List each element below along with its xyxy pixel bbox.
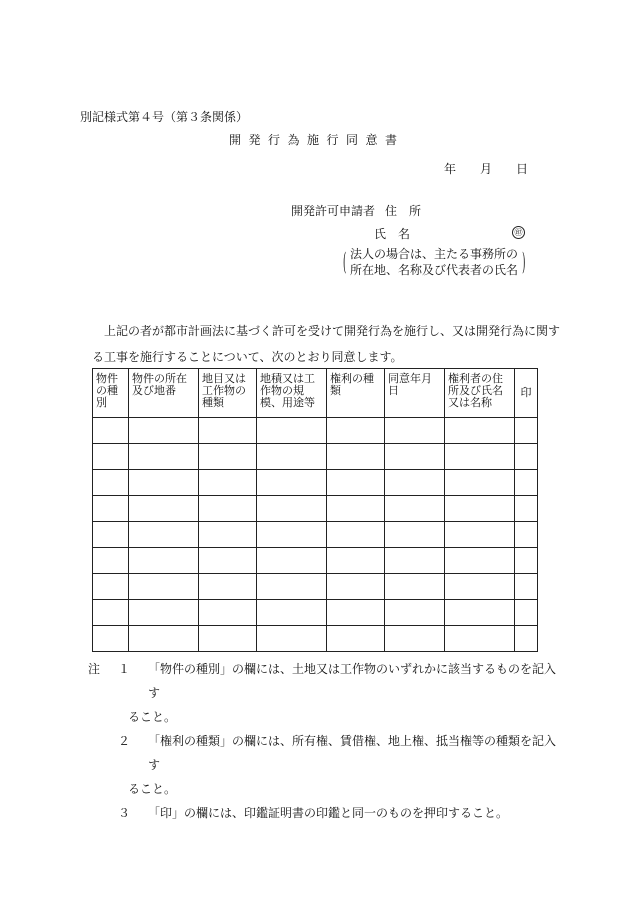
applicant-line <box>291 202 421 219</box>
table-cell[interactable] <box>445 496 515 522</box>
corporate-note-line1: 法人の場合は、主たる事務所の <box>350 247 519 261</box>
table-cell[interactable] <box>199 574 257 600</box>
table-cell[interactable] <box>385 470 445 496</box>
table-row <box>93 496 538 522</box>
table-cell[interactable] <box>385 574 445 600</box>
table-cell[interactable] <box>257 470 327 496</box>
table-row <box>93 444 538 470</box>
table-cell[interactable] <box>445 470 515 496</box>
table-cell[interactable] <box>257 626 327 652</box>
applicant-label: 開発許可申請者 <box>291 204 376 218</box>
table-cell[interactable] <box>199 522 257 548</box>
col-header-consent-date: 同意年月日 <box>385 369 445 418</box>
corporate-note <box>343 246 526 278</box>
note-item <box>88 657 558 705</box>
table-body <box>93 418 538 652</box>
table-cell[interactable] <box>257 600 327 626</box>
table-cell[interactable] <box>445 444 515 470</box>
table-cell[interactable] <box>445 626 515 652</box>
note-item <box>88 801 558 825</box>
table-row <box>93 418 538 444</box>
table-cell[interactable] <box>327 600 385 626</box>
date-month: 月 <box>480 162 493 176</box>
table-cell[interactable] <box>199 496 257 522</box>
table-cell[interactable] <box>93 444 129 470</box>
table-cell[interactable] <box>515 626 538 652</box>
seal-mark: ㊞ <box>512 226 525 239</box>
table-cell[interactable] <box>515 496 538 522</box>
table-cell[interactable] <box>199 418 257 444</box>
table-cell[interactable] <box>257 444 327 470</box>
table-cell[interactable] <box>199 444 257 470</box>
consent-table <box>92 368 538 652</box>
note-text: 「印」の欄には、印鑑証明書の印鑑と同一のものを押印すること。 <box>148 806 509 820</box>
table-cell[interactable] <box>129 548 199 574</box>
table-cell[interactable] <box>515 418 538 444</box>
address-label: 住 所 <box>385 204 422 218</box>
table-row <box>93 470 538 496</box>
note-number: ２ <box>118 734 131 748</box>
table-row <box>93 548 538 574</box>
table-cell[interactable] <box>129 600 199 626</box>
table-row <box>93 522 538 548</box>
document-title: 開発行為施行同意書 <box>229 133 405 147</box>
table-cell[interactable] <box>129 470 199 496</box>
table-cell[interactable] <box>93 626 129 652</box>
table-cell[interactable] <box>199 548 257 574</box>
table-cell[interactable] <box>385 522 445 548</box>
table-cell[interactable] <box>257 522 327 548</box>
col-header-area-scale: 地積又は工作物の規模、用途等 <box>257 369 327 418</box>
notes-section <box>88 657 558 825</box>
table-cell[interactable] <box>327 444 385 470</box>
table-cell[interactable] <box>385 496 445 522</box>
table-cell[interactable] <box>93 522 129 548</box>
date-line <box>444 160 528 177</box>
col-header-object-type: 物件の種別 <box>93 369 129 418</box>
note-item <box>88 729 558 777</box>
table-cell[interactable] <box>129 444 199 470</box>
statement-line-1: 上記の者が都市計画法に基づく許可を受けて開発行為を施行し、又は開発行為に関す <box>104 324 561 338</box>
table-row <box>93 626 538 652</box>
table-cell[interactable] <box>199 470 257 496</box>
col-header-location: 物件の所在及び地番 <box>129 369 199 418</box>
name-label: 氏 名 <box>374 227 411 241</box>
form-label: 別記様式第４号（第３条関係） <box>80 110 249 124</box>
table-cell[interactable] <box>327 470 385 496</box>
date-year: 年 <box>444 162 457 176</box>
table-cell[interactable] <box>385 444 445 470</box>
table-cell[interactable] <box>515 522 538 548</box>
note-continuation: ること。 <box>128 782 177 796</box>
table-cell[interactable] <box>129 496 199 522</box>
note-number: ３ <box>118 806 131 820</box>
col-header-land-category: 地目又は工作物の種類 <box>199 369 257 418</box>
table-cell[interactable] <box>93 548 129 574</box>
table-cell[interactable] <box>445 418 515 444</box>
table-cell[interactable] <box>515 548 538 574</box>
table-cell[interactable] <box>93 470 129 496</box>
col-header-right-type: 権利の種類 <box>327 369 385 418</box>
table-cell[interactable] <box>385 600 445 626</box>
table-cell[interactable] <box>257 496 327 522</box>
table-cell[interactable] <box>93 600 129 626</box>
table-cell[interactable] <box>327 418 385 444</box>
table-cell[interactable] <box>93 418 129 444</box>
table-cell[interactable] <box>327 548 385 574</box>
table-cell[interactable] <box>93 574 129 600</box>
table-cell[interactable] <box>445 522 515 548</box>
statement-line-2: る工事を施行することについて、次のとおり同意します。 <box>92 350 403 364</box>
table-cell[interactable] <box>129 522 199 548</box>
table-cell[interactable] <box>385 626 445 652</box>
table-cell[interactable] <box>129 626 199 652</box>
table-cell[interactable] <box>327 626 385 652</box>
table-header-row <box>93 369 538 418</box>
note-text: 「物件の種別」の欄には、土地又は工作物のいずれかに該当するものを記入す <box>148 662 557 700</box>
corporate-note-line2: 所在地、名称及び代表者の氏名 <box>350 263 519 277</box>
paren-left-icon: ( <box>343 248 347 276</box>
table-cell[interactable] <box>515 470 538 496</box>
table-cell[interactable] <box>327 522 385 548</box>
consent-statement <box>92 318 562 370</box>
table-cell[interactable] <box>93 496 129 522</box>
table-row <box>93 574 538 600</box>
table-cell[interactable] <box>199 626 257 652</box>
table-cell[interactable] <box>327 574 385 600</box>
table-cell[interactable] <box>129 418 199 444</box>
note-text: 「権利の種類」の欄には、所有権、賃借権、地上権、抵当権等の種類を記入す <box>148 734 557 772</box>
table-cell[interactable] <box>257 418 327 444</box>
table-cell[interactable] <box>445 600 515 626</box>
table-cell[interactable] <box>515 444 538 470</box>
date-day: 日 <box>516 162 529 176</box>
table-cell[interactable] <box>445 548 515 574</box>
table-cell[interactable] <box>515 574 538 600</box>
table-cell[interactable] <box>445 574 515 600</box>
table-row <box>93 600 538 626</box>
col-header-seal: 印 <box>515 369 538 418</box>
table-cell[interactable] <box>385 548 445 574</box>
table-cell[interactable] <box>257 574 327 600</box>
table-cell[interactable] <box>199 600 257 626</box>
table-cell[interactable] <box>327 496 385 522</box>
notes-prefix: 注 <box>88 662 101 676</box>
col-header-rights-holder: 権利者の住所及び氏名又は名称 <box>445 369 515 418</box>
note-number: １ <box>118 662 131 676</box>
table-cell[interactable] <box>257 548 327 574</box>
paren-right-icon: ) <box>521 248 526 276</box>
table-cell[interactable] <box>515 600 538 626</box>
table-cell[interactable] <box>385 418 445 444</box>
note-continuation: ること。 <box>128 710 177 724</box>
table-cell[interactable] <box>129 574 199 600</box>
